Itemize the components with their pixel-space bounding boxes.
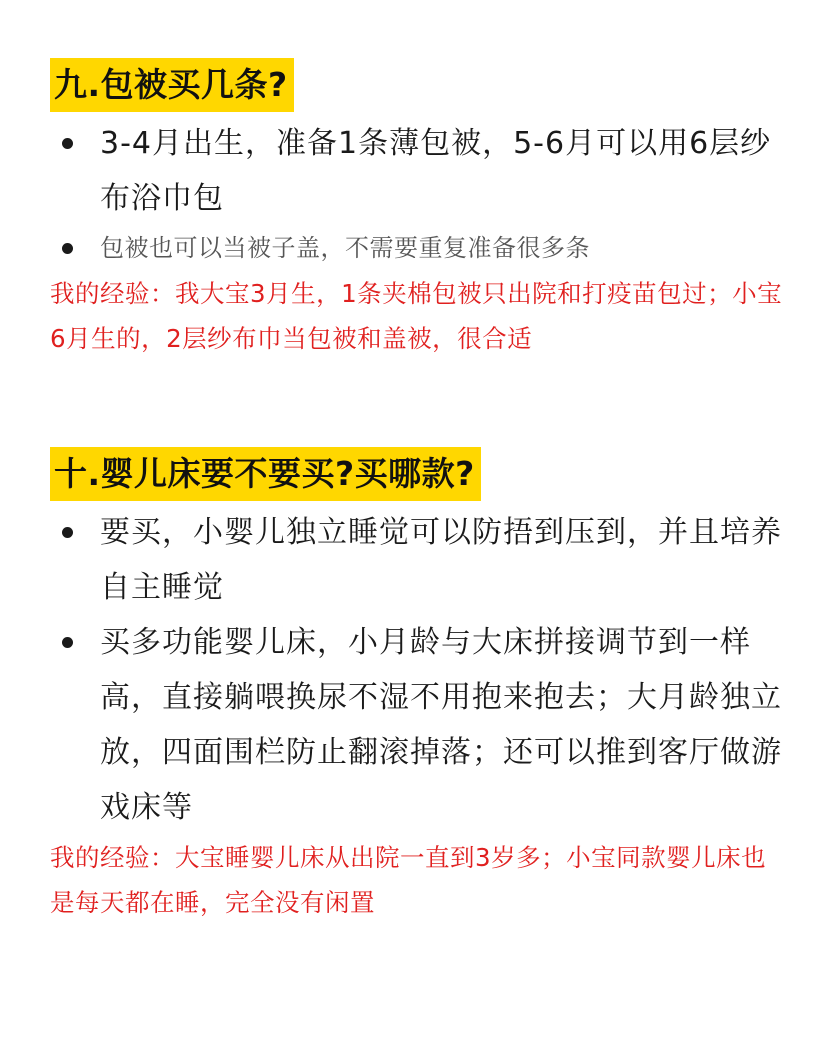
list-item-text: 要买，小婴儿独立睡觉可以防捂到压到，并且培养自主睡觉: [100, 515, 782, 605]
list-item: [50, 116, 788, 226]
section-swaddle-blanket: [50, 58, 788, 361]
bullet-list: [50, 116, 788, 271]
list-item-text: 包被也可以当被子盖，不需要重复准备很多条: [100, 234, 590, 262]
experience-note: 我的经验：大宝睡婴儿床从出院一直到3岁多；小宝同款婴儿床也是每天都在睡，完全没有闲置: [50, 843, 767, 917]
bullet-icon: [62, 243, 73, 254]
bullet-icon: [62, 138, 73, 149]
experience-note: 我的经验：我大宝3月生，1条夹棉包被只出院和打疫苗包过；小宝6月生的，2层纱布巾当包被和盖被，很合适: [50, 279, 783, 353]
list-item-text: 买多功能婴儿床，小月龄与大床拼接调节到一样高，直接躺喂换尿不湿不用抱来抱去；大月龄独立放，四面围栏防止翻滚掉落；还可以推到客厅做游戏床等: [100, 625, 782, 825]
section-heading: 九.包被买几条?: [50, 58, 294, 112]
bullet-list: [50, 505, 788, 835]
list-item: [50, 615, 788, 835]
list-item: [50, 505, 788, 615]
bullet-icon: [62, 637, 73, 648]
section-crib: [50, 447, 788, 925]
list-item-text: 3-4月出生，准备1条薄包被，5-6月可以用6层纱布浴巾包: [100, 126, 772, 216]
bullet-icon: [62, 527, 73, 538]
list-item: [50, 226, 788, 271]
section-heading: 十.婴儿床要不要买?买哪款?: [50, 447, 481, 501]
